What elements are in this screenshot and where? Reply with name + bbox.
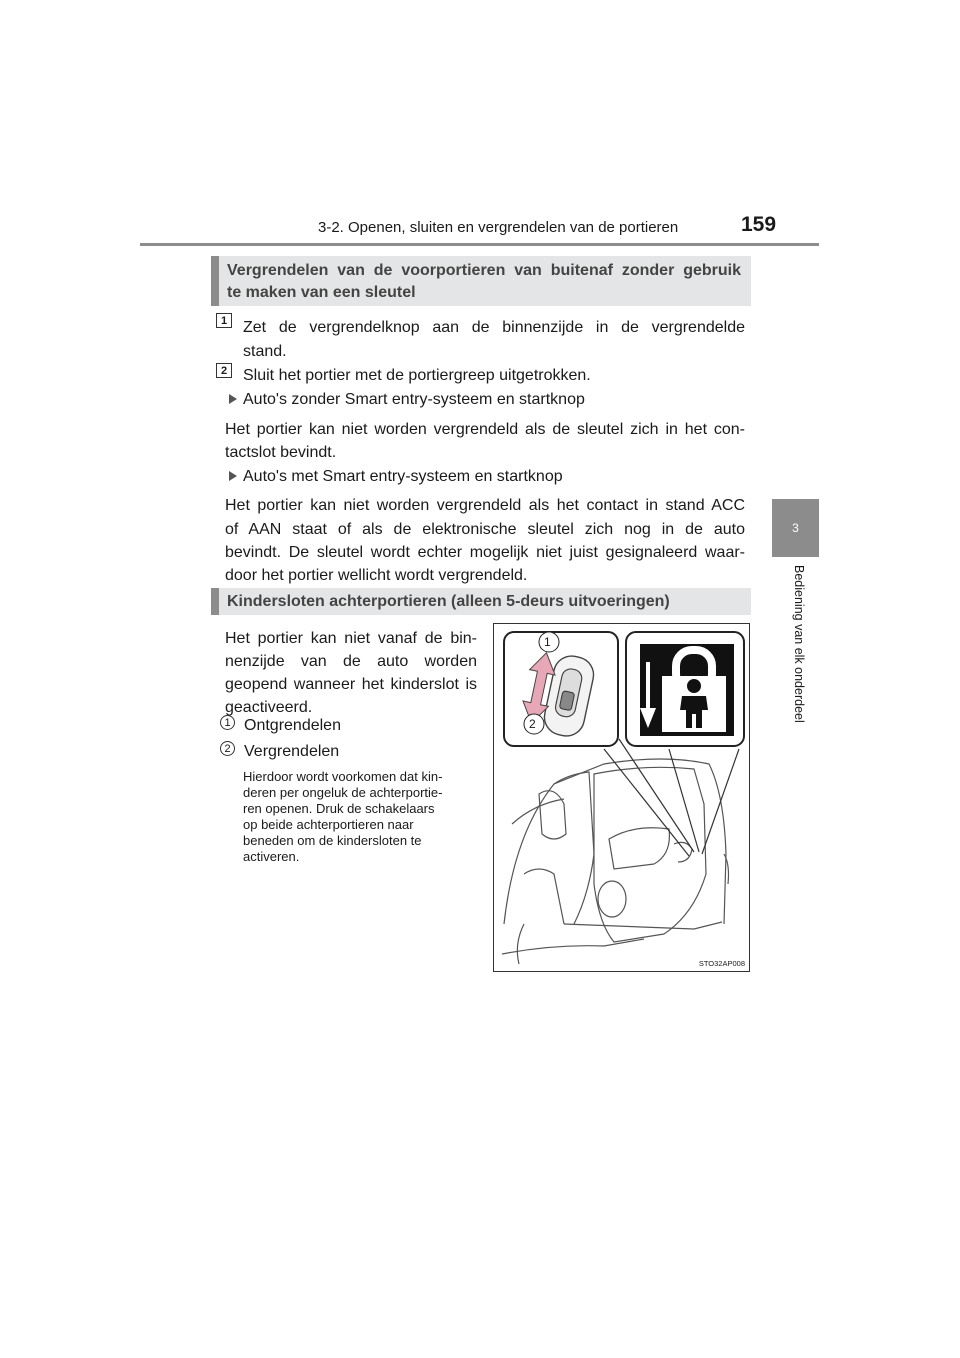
step-number-box: 2: [216, 363, 232, 378]
figure-code: STO32AP008: [698, 959, 745, 968]
note-text: Het portier kan niet worden vergrendeld als de sleutel zich in het con-: [225, 421, 745, 438]
figure-callout: 2: [529, 717, 536, 731]
header-rule: [140, 243, 819, 246]
step-text: Zet de vergrendelknop aan de binnenzijde in de vergrendelde: [243, 319, 745, 336]
note-line: op beide achterportieren naar: [243, 817, 414, 832]
small-note: [243, 769, 442, 865]
intro-text: geactiveerd.: [225, 699, 313, 716]
callout-number: 1: [220, 715, 235, 730]
section-heading-child-locks: Kindersloten achterportieren (alleen 5-deurs uitvoeringen): [211, 588, 751, 615]
callout-number: 2: [220, 741, 235, 756]
section-heading-outside-lock: [211, 256, 751, 306]
note-line: beneden om de kindersloten te: [243, 833, 422, 848]
note-title: Auto's met Smart entry-systeem en startknop: [243, 468, 563, 485]
item-label-unlock: Ontgrendelen: [244, 717, 341, 734]
note-text: bevindt. De sleutel wordt echter mogelijk niet juist gesignaleerd waar-: [225, 544, 745, 561]
step-text: Sluit het portier met de portiergreep uitgetrokken.: [243, 367, 591, 384]
triangle-bullet-icon: [229, 394, 237, 404]
chapter-tab: [772, 499, 819, 557]
chapter-title: Bediening van elk onderdeel: [792, 565, 806, 723]
intro-text: geopend wanneer het kinderslot is: [225, 676, 477, 693]
note-text: door het portier wellicht wordt vergrendeld.: [225, 567, 528, 584]
section-heading-line: te maken van een sleutel: [227, 284, 416, 301]
figure-callout: 1: [544, 635, 551, 649]
intro-text: Het portier kan niet vanaf de bin-: [225, 630, 477, 647]
page-number: 159: [741, 213, 777, 236]
note-line: deren per ongeluk de achterportie-: [243, 785, 443, 800]
child-lock-illustration: [493, 623, 750, 972]
note-line: activeren.: [243, 849, 300, 864]
running-header-title: 3-2. Openen, sluiten en vergrendelen van de portieren: [318, 219, 679, 236]
step-text: stand.: [243, 343, 287, 360]
note-text: Het portier kan niet worden vergrendeld als het contact in stand ACC: [225, 497, 745, 514]
note-text: tactslot bevindt.: [225, 444, 337, 461]
chapter-number: 3: [792, 521, 799, 535]
triangle-bullet-icon: [229, 471, 237, 481]
note-text: of AAN staat of als de elektronische sleutel zich nog in de auto: [225, 521, 745, 538]
note-line: Hierdoor wordt voorkomen dat kin-: [243, 769, 443, 784]
step-number-box: 1: [216, 313, 232, 328]
intro-text: nenzijde van de auto worden: [225, 653, 477, 670]
item-label-lock: Vergrendelen: [244, 743, 340, 760]
door-illustration: [494, 624, 749, 971]
section-heading-line: Vergrendelen van de voorportieren van buitenaf zonder gebruik: [227, 262, 741, 279]
note-title: Auto's zonder Smart entry-systeem en startknop: [243, 391, 585, 408]
note-line: ren openen. Druk de schakelaars: [243, 801, 435, 816]
